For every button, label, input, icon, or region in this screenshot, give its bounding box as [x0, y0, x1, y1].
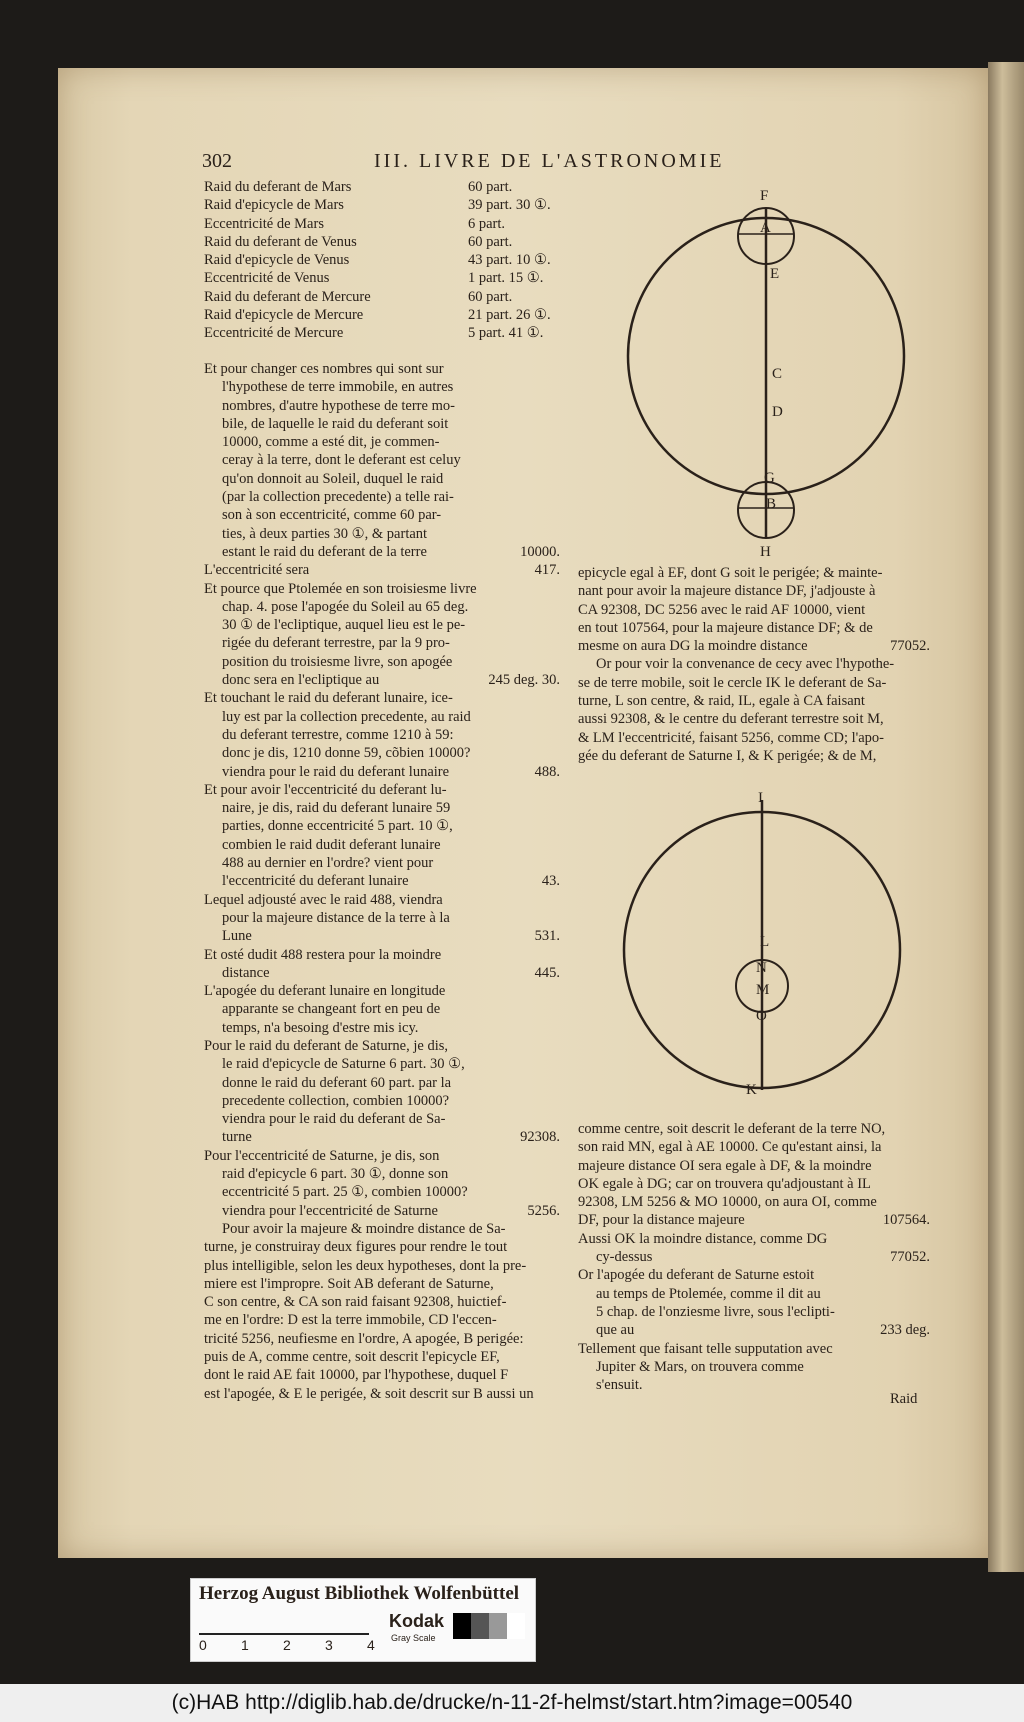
text-line [204, 1220, 560, 1238]
line-text: OK egale à DG; car on trouvera qu'adjoustant à IL [578, 1175, 871, 1192]
line-value: 92308. [520, 1129, 560, 1146]
line-text: naire, je dis, raid du deferant lunaire 59 [222, 800, 451, 817]
label-l: L [760, 934, 770, 950]
line-text: plus intelligible, selon les deux hypotheses, dont la pre- [204, 1257, 527, 1274]
gray-scale-label: Gray Scale [391, 1633, 436, 1643]
label-e: E [770, 266, 780, 282]
text-line [578, 1340, 930, 1358]
text-line [204, 451, 560, 469]
text-line [204, 360, 560, 378]
line-value: 445. [534, 964, 560, 981]
page-number: 302 [202, 150, 232, 172]
line-text: viendra pour le raid du deferant lunaire [222, 763, 450, 780]
text-line [204, 781, 560, 799]
text-line [578, 674, 930, 692]
line-value: 531. [534, 928, 560, 945]
label-c: C [772, 366, 783, 382]
text-line [204, 1385, 560, 1403]
text-line [204, 726, 560, 744]
text-line [204, 964, 560, 982]
text-line [204, 1275, 560, 1293]
line-text: parties, donne eccentricité 5 part. 10 ①, [222, 818, 453, 835]
label-h: H [760, 544, 771, 560]
text-line [204, 744, 560, 762]
param-label: Raid d'epicycle de Venus [204, 252, 350, 269]
line-value: 77052. [890, 638, 930, 655]
text-line [204, 946, 560, 964]
text-line [204, 1348, 560, 1366]
line-text: Et touchant le raid du deferant lunaire, ice- [204, 690, 453, 707]
label-d: D [772, 404, 783, 420]
right-column-bottom [578, 1120, 930, 1394]
swatch-black [453, 1613, 471, 1639]
line-text: estant le raid du deferant de la terre [222, 543, 427, 560]
scale-ruler [199, 1615, 369, 1635]
line-value: 77052. [890, 1249, 930, 1266]
line-text: son raid MN, egal à AE 10000. Ce qu'estant ainsi, la [578, 1139, 882, 1156]
text-line [578, 1193, 930, 1211]
param-label: Eccentricité de Mercure [204, 325, 344, 342]
line-text: epicycle egal à EF, dont G soit le perigée; & mainte- [578, 565, 883, 581]
table-row [204, 196, 564, 214]
param-label: Raid du deferant de Mercure [204, 288, 371, 305]
line-text: turne [222, 1129, 252, 1146]
line-text: Pour le raid du deferant de Saturne, je dis, [204, 1037, 449, 1054]
text-line [204, 488, 560, 506]
line-text: que au [596, 1322, 635, 1339]
tick-label: 1 [241, 1637, 249, 1653]
text-line [204, 982, 560, 1000]
line-text: CA 92308, DC 5256 avec le raid AF 10000, vient [578, 601, 866, 618]
table-row [204, 306, 564, 324]
table-row [204, 251, 564, 269]
text-line [204, 1257, 560, 1275]
text-line [204, 1165, 560, 1183]
text-line [204, 525, 560, 543]
text-line [204, 653, 560, 671]
line-text: turne, je construiray deux figures pour rendre le tout [204, 1239, 508, 1256]
text-line [578, 1266, 930, 1284]
line-text: au temps de Ptolemée, comme il dit au [596, 1285, 821, 1302]
line-text: donc je dis, 1210 donne 59, cõbien 10000? [222, 745, 471, 762]
table-row [204, 233, 564, 251]
line-text: me en l'ordre: D est la terre immobile, CD l'eccen- [204, 1312, 497, 1329]
text-line [578, 619, 930, 637]
text-line [204, 1092, 560, 1110]
param-label: Eccentricité de Mars [204, 215, 324, 232]
line-text: comme centre, soit descrit le deferant de la terre NO, [578, 1121, 886, 1137]
text-line [578, 729, 930, 747]
text-line [204, 1366, 560, 1384]
text-line [578, 601, 930, 619]
figure-2-diagram [612, 790, 912, 1100]
tick-label: 2 [283, 1637, 291, 1653]
line-text: tricité 5256, neufiesme en l'ordre, A apogée, B perigée: [204, 1330, 524, 1347]
line-value: 107564. [882, 1212, 930, 1229]
line-text: turne, L son centre, & raid, IL, egale à CA faisant [578, 693, 865, 710]
text-line [204, 1147, 560, 1165]
line-text: bile, de laquelle le raid du deferant soit [222, 415, 449, 432]
text-line [204, 433, 560, 451]
text-line [204, 1055, 560, 1073]
param-label: Raid du deferant de Mars [204, 179, 352, 195]
line-text: donne le raid du deferant 60 part. par la [222, 1074, 452, 1091]
line-text: nant pour avoir la majeure distance DF, j'adjouste à [578, 583, 876, 600]
label-a: A [760, 220, 771, 236]
gray-swatches [453, 1613, 525, 1639]
catchword: Raid [890, 1391, 918, 1407]
line-text: aussi 92308, & le centre du deferant terrestre soit M, [578, 711, 884, 728]
text-line [204, 836, 560, 854]
line-text: Lune [222, 928, 252, 945]
footer-credit: (c)HAB http://diglib.hab.de/drucke/n-11-2f-helmst/start.htm?image=00540 [0, 1684, 1024, 1722]
text-line [204, 817, 560, 835]
table-row [204, 269, 564, 287]
text-line [578, 564, 930, 582]
param-label: Raid d'epicycle de Mars [204, 197, 344, 214]
table-row [204, 324, 564, 342]
param-value: 1 part. 15 ①. [468, 270, 544, 287]
text-line [578, 1358, 930, 1376]
line-text: Pour avoir la majeure & moindre distance de Sa- [222, 1220, 506, 1237]
line-text: Et pour changer ces nombres qui sont sur [204, 361, 444, 377]
line-text: nombres, d'autre hypothese de terre mo- [222, 397, 455, 414]
line-value: 233 deg. [880, 1322, 930, 1339]
text-line [204, 1293, 560, 1311]
text-line [204, 708, 560, 726]
line-value: 10000. [520, 543, 560, 560]
line-text: 5 chap. de l'onziesme livre, sous l'eclipti- [596, 1303, 835, 1320]
label-m: M [756, 982, 770, 998]
text-line [578, 637, 930, 655]
line-value: 5256. [527, 1202, 560, 1219]
line-text: donc sera en l'ecliptique au [222, 672, 380, 689]
line-text: rigée du deferant terrestre, par la 9 pro- [222, 635, 450, 652]
text-line [204, 799, 560, 817]
line-text: miere est l'impropre. Soit AB deferant de Saturne, [204, 1275, 494, 1292]
line-text: luy est par la collection precedente, au raid [222, 708, 471, 725]
text-line [204, 561, 560, 579]
param-label: Raid du deferant de Venus [204, 233, 357, 250]
label-n: N [756, 960, 767, 976]
parameter-table [204, 178, 564, 343]
text-line [204, 580, 560, 598]
text-line [204, 1110, 560, 1128]
figure-1-diagram [600, 186, 940, 562]
line-text: cy-dessus [596, 1249, 653, 1266]
line-text: C son centre, & CA son raid faisant 92308, huictief- [204, 1294, 507, 1311]
swatch-dark [471, 1613, 489, 1639]
line-text: Et pour avoir l'eccentricité du deferant lu- [204, 781, 447, 798]
line-text: Aussi OK la moindre distance, comme DG [578, 1230, 828, 1247]
page-edge [988, 62, 1024, 1572]
line-text: se de terre mobile, soit le cercle IK le deferant de Sa- [578, 674, 887, 691]
line-text: raid d'epicycle 6 part. 30 ①, donne son [222, 1166, 449, 1183]
label-f: F [760, 188, 769, 204]
text-line [578, 747, 930, 765]
line-text: ties, à deux parties 30 ①, & partant [222, 525, 428, 542]
param-value: 60 part. [468, 288, 513, 305]
text-line [578, 1248, 930, 1266]
line-text: viendra pour le raid du deferant de Sa- [222, 1111, 446, 1128]
line-text: Lequel adjousté avec le raid 488, viendra [204, 891, 443, 908]
param-value: 43 part. 10 ①. [468, 252, 551, 269]
line-text: temps, n'a besoing d'estre mis icy. [222, 1019, 419, 1036]
table-row [204, 215, 564, 233]
line-text: du deferant terrestre, comme 1210 à 59: [222, 726, 454, 743]
text-line [204, 397, 560, 415]
line-text: dont le raid AE fait 10000, par l'hypothese, duquel F [204, 1367, 509, 1384]
line-text: gée du deferant de Saturne I, & K perigée; & de M, [578, 747, 877, 764]
line-text: 92308, LM 5256 & MO 10000, on aura OI, comme [578, 1194, 877, 1211]
line-text: Or l'apogée du deferant de Saturne estoit [578, 1267, 815, 1284]
label-i: I [758, 790, 763, 806]
param-value: 39 part. 30 ①. [468, 197, 551, 214]
text-line [578, 655, 930, 673]
text-line [204, 1074, 560, 1092]
line-value: 245 deg. 30. [488, 672, 560, 689]
line-text: chap. 4. pose l'apogée du Soleil au 65 deg. [222, 598, 469, 615]
text-line [204, 378, 560, 396]
kodak-logo: Kodak [389, 1611, 445, 1631]
line-text: puis de A, comme centre, soit descrit l'epicycle EF, [204, 1349, 500, 1366]
param-value: 21 part. 26 ①. [468, 307, 551, 324]
text-line [578, 1321, 930, 1339]
text-line [204, 854, 560, 872]
text-line [578, 582, 930, 600]
line-text: apparante se changeant fort en peu de [222, 1001, 441, 1018]
text-line [578, 1138, 930, 1156]
text-line [204, 415, 560, 433]
text-line [204, 872, 560, 890]
line-text: 10000, comme a esté dit, je commen- [222, 434, 440, 451]
text-line [204, 506, 560, 524]
text-line [578, 1230, 930, 1248]
line-text: son à son eccentricité, comme 60 par- [222, 507, 442, 524]
label-o: O [756, 1008, 767, 1024]
text-line [204, 891, 560, 909]
text-line [204, 543, 560, 561]
line-text: l'eccentricité du deferant lunaire [222, 873, 409, 890]
text-line [204, 1037, 560, 1055]
text-line [578, 1376, 930, 1394]
left-column [204, 360, 560, 1403]
label-b: B [766, 496, 777, 512]
line-text: combien le raid dudit deferant lunaire [222, 836, 441, 853]
text-line [578, 710, 930, 728]
text-line [204, 1183, 560, 1201]
text-line [204, 1128, 560, 1146]
text-line [204, 909, 560, 927]
text-line [204, 1330, 560, 1348]
text-line [578, 1120, 930, 1138]
param-value: 60 part. [468, 179, 513, 195]
label-g: G [764, 470, 775, 486]
table-row [204, 178, 564, 196]
line-text: en tout 107564, pour la majeure distance DF; & de [578, 619, 873, 636]
text-line [204, 1311, 560, 1329]
line-text: Pour l'eccentricité de Saturne, je dis, son [204, 1147, 440, 1164]
text-line [204, 1019, 560, 1037]
line-text: est l'apogée, & E le perigée, & soit descrit sur B aussi un [204, 1385, 534, 1402]
line-text: eccentricité 5 part. 25 ①, combien 10000? [222, 1184, 468, 1201]
text-line [578, 1211, 930, 1229]
line-text: Et pource que Ptolemée en son troisiesme livre [204, 580, 477, 597]
table-row [204, 288, 564, 306]
param-label: Eccentricité de Venus [204, 270, 330, 287]
line-text: viendra pour l'eccentricité de Saturne [222, 1202, 438, 1219]
tick-label: 0 [199, 1637, 207, 1653]
line-text: Et osté dudit 488 restera pour la moindre [204, 946, 442, 963]
text-line [204, 927, 560, 945]
line-value: 43. [541, 873, 560, 890]
label-k: K [746, 1082, 757, 1098]
running-header [202, 150, 762, 174]
line-value: 417. [534, 562, 560, 579]
line-text: Tellement que faisant telle supputation avec [578, 1340, 833, 1357]
line-text: L'eccentricité sera [204, 562, 310, 579]
line-text: l'hypothese de terre immobile, en autres [222, 379, 454, 396]
param-value: 60 part. [468, 233, 513, 250]
line-text: 488 au dernier en l'ordre? vient pour [222, 855, 434, 872]
line-text: position du troisiesme livre, son apogée [222, 653, 453, 670]
text-line [204, 1238, 560, 1256]
text-line [204, 763, 560, 781]
tick-label: 4 [367, 1637, 375, 1653]
text-line [578, 692, 930, 710]
param-label: Raid d'epicycle de Mercure [204, 307, 364, 324]
line-text: (par la collection precedente) a telle rai- [222, 489, 454, 506]
swatch-mid [489, 1613, 507, 1639]
line-text: L'apogée du deferant lunaire en longitude [204, 983, 446, 1000]
line-text: s'ensuit. [596, 1377, 643, 1394]
text-line [204, 598, 560, 616]
line-text: mesme on aura DG la moindre distance [578, 638, 808, 655]
library-name: Herzog August Bibliothek Wolfenbüttel [199, 1583, 520, 1604]
text-line [578, 1157, 930, 1175]
line-text: DF, pour la distance majeure [578, 1212, 745, 1229]
swatch-white [507, 1613, 525, 1639]
param-value: 6 part. [468, 215, 506, 232]
param-value: 5 part. 41 ①. [468, 325, 544, 342]
tick-label: 3 [325, 1637, 333, 1653]
text-line [204, 470, 560, 488]
text-line [204, 616, 560, 634]
text-line [204, 671, 560, 689]
line-text: majeure distance OI sera egale à DF, & la moindre [578, 1157, 872, 1174]
line-text: precedente collection, combien 10000? [222, 1092, 450, 1109]
text-line [578, 1285, 930, 1303]
line-text: ceray à la terre, dont le deferant est celuy [222, 452, 461, 469]
line-text: & LM l'eccentricité, faisant 5256, comme CD; l'apo- [578, 729, 885, 746]
text-line [204, 1000, 560, 1018]
line-text: le raid d'epicycle de Saturne 6 part. 30 ①, [222, 1056, 465, 1073]
text-line [204, 634, 560, 652]
text-line [578, 1303, 930, 1321]
line-text: Jupiter & Mars, on trouvera comme [596, 1358, 804, 1375]
text-line [578, 1175, 930, 1193]
color-target-card [190, 1578, 536, 1662]
right-column-top [578, 564, 930, 765]
text-line [204, 1202, 560, 1220]
text-line [204, 689, 560, 707]
line-text: distance [222, 964, 270, 981]
line-text: Or pour voir la convenance de cecy avec l'hypothe- [596, 656, 895, 673]
line-text: qu'on donnoit au Soleil, duquel le raid [222, 470, 444, 487]
line-text: pour la majeure distance de la terre à la [222, 909, 450, 926]
line-value: 488. [534, 763, 560, 780]
page-title: III. LIVRE DE L'ASTRONOMIE [374, 150, 725, 172]
line-text: 30 ① de l'ecliptique, auquel lieu est le pe- [222, 617, 466, 634]
